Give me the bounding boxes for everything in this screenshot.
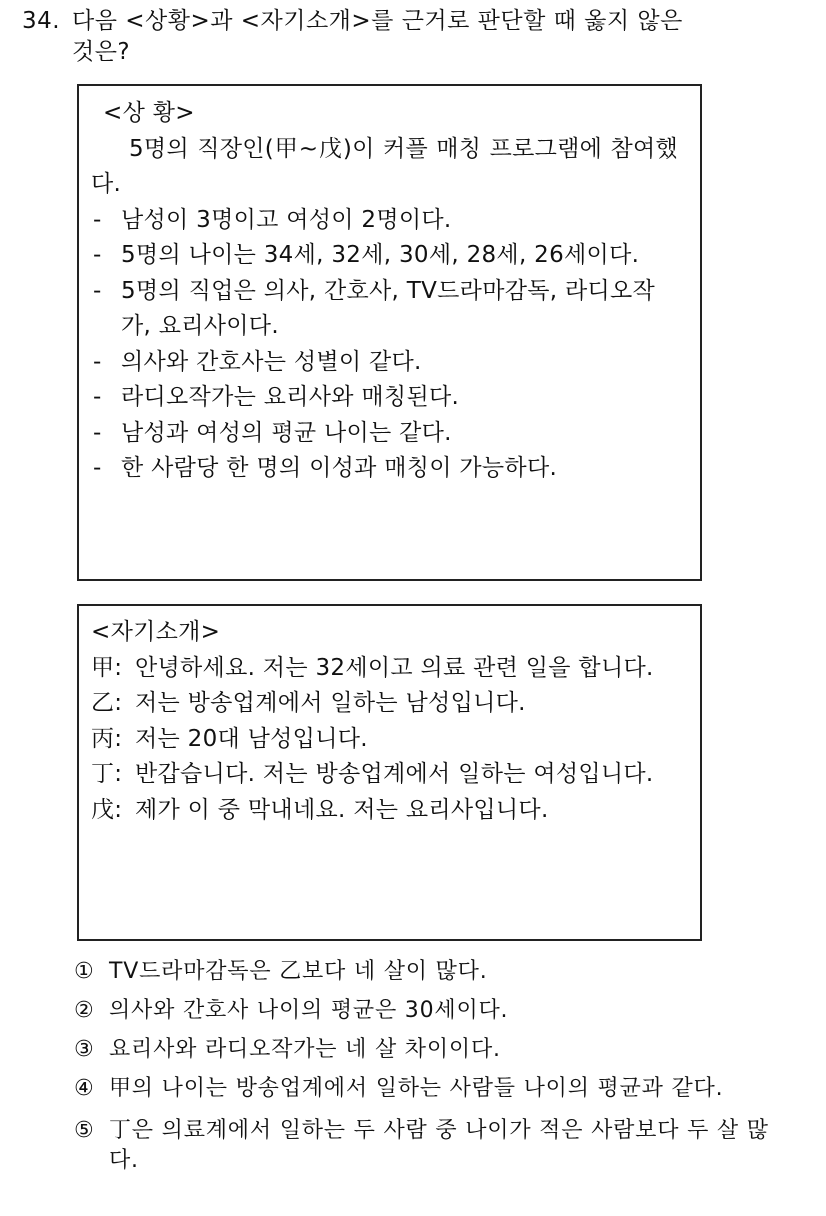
- answer-option-4[interactable]: [74, 1074, 774, 1104]
- answer-options: [74, 957, 774, 1185]
- option-text: 요리사와 라디오작가는 네 살 차이이다.: [109, 1037, 501, 1062]
- speaker-label: 丁:: [91, 761, 123, 787]
- option-text: 甲의 나이는 방송업계에서 일하는 사람들 나이의 평균과 같다.: [109, 1076, 724, 1101]
- condition-text: 5명의 직업은 의사, 간호사, TV드라마감독, 라디오작가, 요리사이다.: [121, 277, 656, 339]
- question-line-1: [22, 6, 782, 37]
- self-intro-box: [77, 604, 702, 941]
- question-stem: [22, 6, 782, 68]
- situation-title: <상 황>: [103, 100, 195, 126]
- self-intro-entry: [91, 651, 678, 687]
- situation-intro: 5명의 직장인(甲~戊)이 커플 매칭 프로그램에 참여했다.: [91, 135, 678, 197]
- speaker-label: 甲:: [91, 654, 123, 681]
- self-intro-entry: [91, 793, 678, 829]
- speaker-statement: 안녕하세요. 저는 32세이고 의료 관련 일을 합니다.: [135, 654, 654, 681]
- answer-option-5[interactable]: [74, 1116, 774, 1176]
- question-text: 다음 <상황>과 <자기소개>를 근거로 판단할 때 옳지 않은: [72, 8, 683, 34]
- speaker-label: 丙:: [91, 725, 123, 752]
- speaker-label: 戊:: [91, 796, 123, 823]
- condition-dash: -: [93, 384, 102, 410]
- self-intro-entry: [91, 722, 678, 758]
- speaker-statement: 제가 이 중 막내네요. 저는 요리사입니다.: [135, 796, 549, 823]
- answer-option-3[interactable]: [74, 1035, 774, 1065]
- option-text: 丁은 의료계에서 일하는 두 사람 중 나이가 적은 사람보다 두 살 많다.: [109, 1118, 769, 1173]
- option-number: ①: [74, 959, 95, 984]
- condition-text: 5명의 나이는 34세, 32세, 30세, 28세, 26세이다.: [121, 242, 640, 268]
- option-number: ③: [74, 1037, 95, 1062]
- speaker-statement: 저는 20대 남성입니다.: [135, 725, 368, 752]
- condition-dash: -: [93, 419, 102, 446]
- condition-dash: -: [93, 242, 102, 268]
- condition-dash: -: [93, 455, 102, 481]
- condition-item: [91, 416, 678, 452]
- condition-text: 라디오작가는 요리사와 매칭된다.: [121, 384, 460, 410]
- question-text-continued: 것은?: [72, 39, 131, 65]
- condition-item: [91, 274, 678, 345]
- condition-dash: -: [93, 277, 102, 304]
- condition-dash: -: [93, 206, 102, 233]
- condition-dash: -: [93, 348, 102, 375]
- condition-item: [91, 451, 678, 487]
- answer-option-2[interactable]: [74, 996, 774, 1026]
- self-intro-title: <자기소개>: [91, 619, 221, 645]
- condition-text: 한 사람당 한 명의 이성과 매칭이 가능하다.: [121, 455, 558, 481]
- speaker-label: 乙:: [91, 690, 123, 716]
- condition-text: 남성과 여성의 평균 나이는 같다.: [121, 419, 452, 446]
- situation-box: [77, 84, 702, 581]
- option-text: TV드라마감독은 乙보다 네 살이 많다.: [109, 959, 488, 984]
- speaker-statement: 저는 방송업계에서 일하는 남성입니다.: [135, 690, 526, 716]
- condition-item: [91, 345, 678, 381]
- option-number: ④: [74, 1076, 95, 1101]
- self-intro-entry: [91, 686, 678, 722]
- condition-text: 의사와 간호사는 성별이 같다.: [121, 348, 422, 375]
- option-text: 의사와 간호사 나이의 평균은 30세이다.: [109, 998, 509, 1023]
- condition-text: 남성이 3명이고 여성이 2명이다.: [121, 206, 452, 233]
- question-number: 34.: [22, 8, 61, 34]
- self-intro-entry: [91, 757, 678, 793]
- condition-item: [91, 238, 678, 274]
- speaker-statement: 반갑습니다. 저는 방송업계에서 일하는 여성입니다.: [135, 761, 654, 787]
- answer-option-1[interactable]: [74, 957, 774, 987]
- option-number: ⑤: [74, 1118, 95, 1143]
- option-number: ②: [74, 998, 95, 1023]
- condition-item: [91, 380, 678, 416]
- condition-item: [91, 203, 678, 239]
